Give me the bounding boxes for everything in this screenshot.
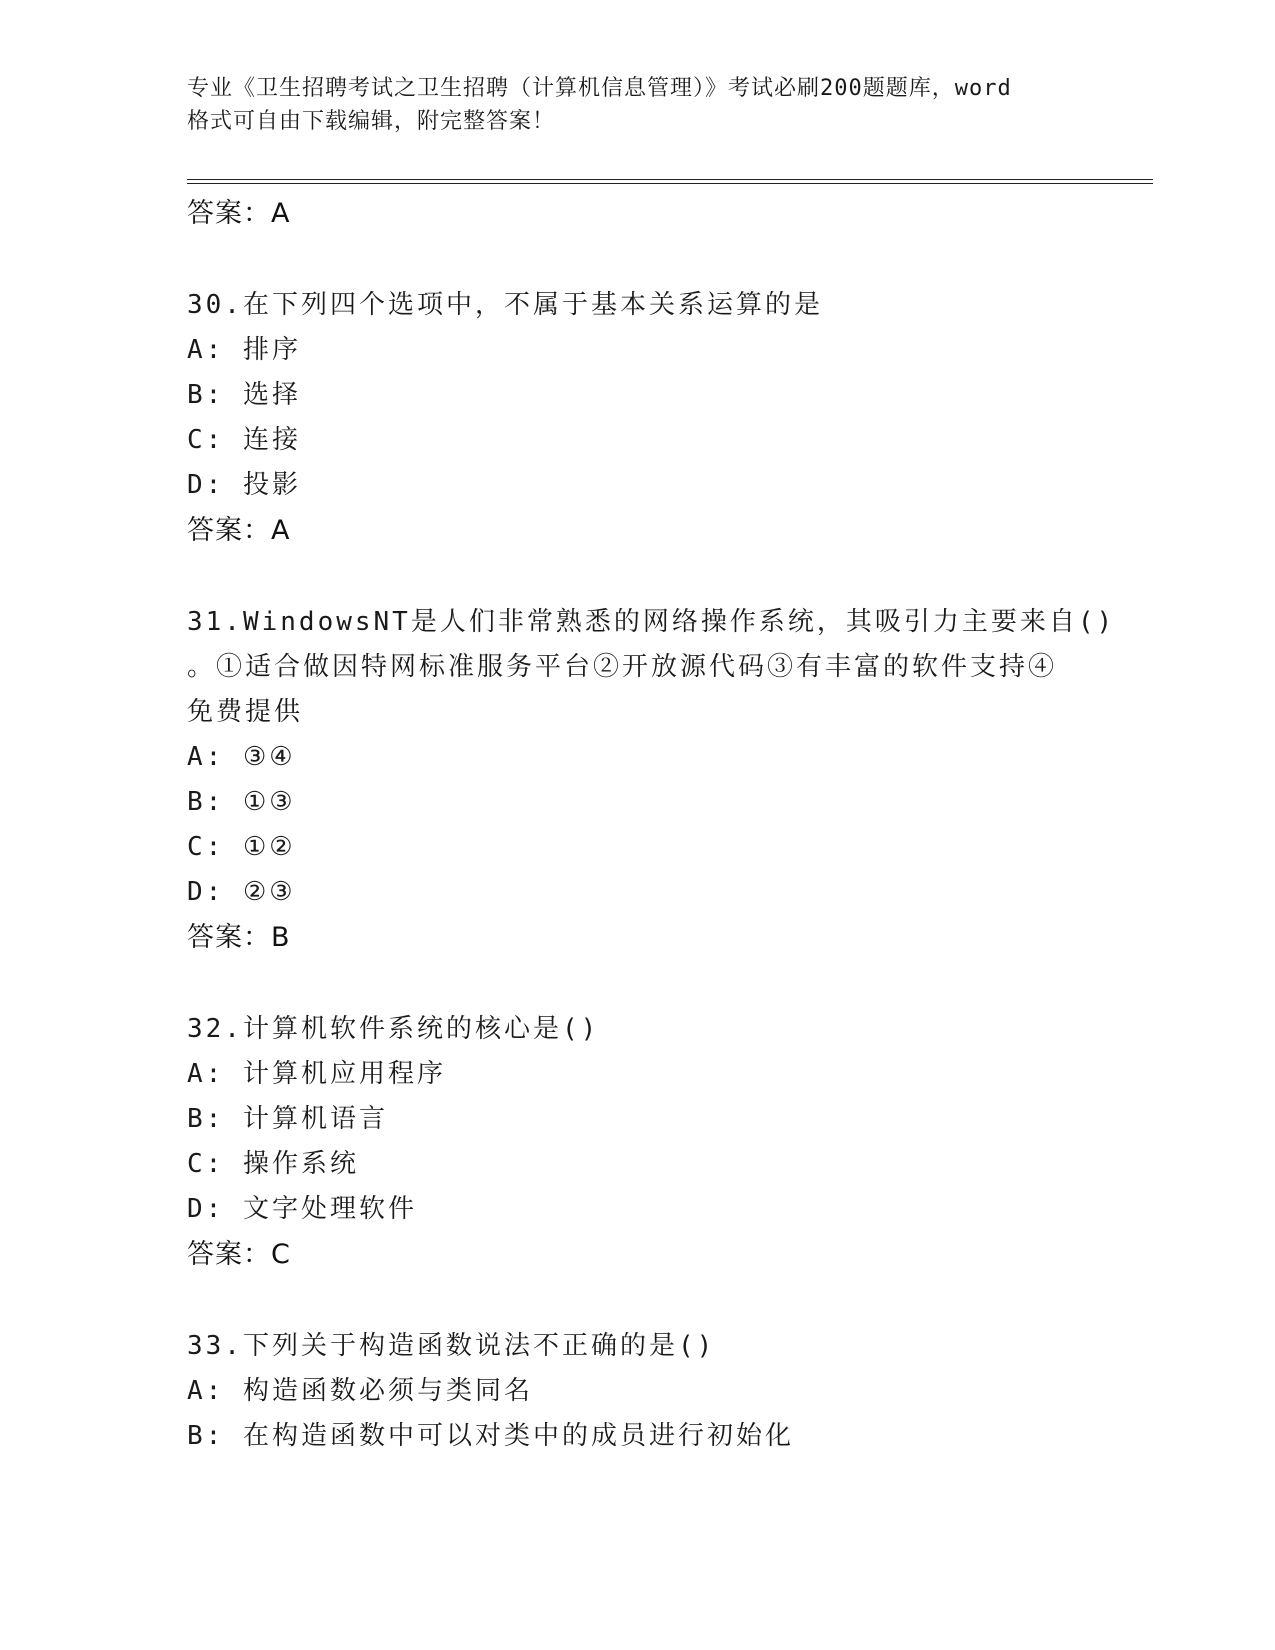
- header-line-2: 格式可自由下载编辑，附完整答案！: [187, 109, 556, 134]
- option-a: A: ③④: [187, 742, 296, 772]
- option-d: D: 文字处理软件: [187, 1194, 417, 1224]
- question-text: 30.在下列四个选项中，不属于基本关系运算的是: [187, 290, 823, 320]
- question-text: 33.下列关于构造函数说法不正确的是(): [187, 1331, 716, 1361]
- question-31: [187, 600, 1116, 960]
- option-c: C: 连接: [187, 425, 301, 455]
- header-line-1: 专业《卫生招聘考试之卫生招聘（计算机信息管理）》考试必刷200题题库，word: [187, 76, 1012, 101]
- option-a: A: 排序: [187, 335, 301, 365]
- question-30: [187, 283, 1087, 553]
- spacer: [187, 960, 1087, 1007]
- question-32: [187, 1007, 1087, 1277]
- answer-line: 答案：C: [187, 1239, 291, 1270]
- option-b: B: ①③: [187, 787, 296, 817]
- question-list: [187, 191, 1116, 1459]
- option-b: B: 选择: [187, 380, 301, 410]
- spacer: [187, 553, 1087, 600]
- option-a: A: 构造函数必须与类同名: [187, 1376, 533, 1406]
- spacer: [187, 236, 1087, 283]
- option-b: B: 计算机语言: [187, 1104, 388, 1134]
- answer-line: 答案：B: [187, 922, 291, 953]
- option-c: C: 操作系统: [187, 1149, 359, 1179]
- question-text: 31.WindowsNT是人们非常熟悉的网络操作系统，其吸引力主要来自(): [187, 607, 1116, 637]
- option-d: D: 投影: [187, 470, 301, 500]
- option-c: C: ①②: [187, 832, 296, 862]
- spacer: [187, 1277, 1087, 1324]
- option-b: B: 在构造函数中可以对类中的成员进行初始化: [187, 1421, 794, 1451]
- question-text-continued: 。①适合做因特网标准服务平台②开放源代码③有丰富的软件支持④: [187, 652, 1058, 682]
- option-a: A: 计算机应用程序: [187, 1059, 446, 1089]
- question-33: [187, 1324, 1087, 1459]
- question-text: 32.计算机软件系统的核心是(): [187, 1014, 600, 1044]
- option-d: D: ②③: [187, 877, 296, 907]
- question-text-continued: 免费提供: [187, 697, 304, 727]
- header-divider: [187, 179, 1153, 184]
- document-header: [187, 72, 1087, 138]
- answer-line: 答案：A: [187, 198, 291, 229]
- answer-line: 答案：A: [187, 515, 291, 546]
